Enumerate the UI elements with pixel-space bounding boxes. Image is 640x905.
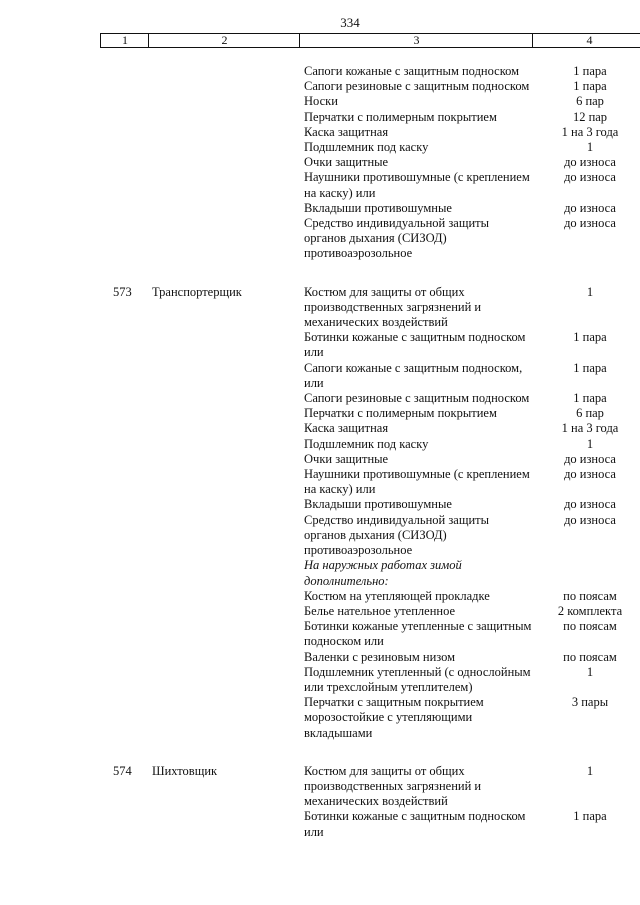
ppe-item-norm: 1 на 3 года [561, 421, 619, 436]
ppe-item-name: Ботинки кожаные утепленные с защитным подноском или [304, 619, 532, 649]
ppe-item-name: Подшлемник под каску [304, 140, 429, 155]
profession-group [0, 64, 640, 262]
table-row [0, 513, 640, 559]
table-row [0, 604, 640, 619]
group-spacer [0, 741, 640, 764]
table-row [0, 94, 640, 109]
ppe-item-norm: 1 [586, 664, 594, 679]
ppe-item-name: Подшлемник под каску [304, 436, 429, 451]
table-body [0, 64, 640, 840]
page-number: 334 [340, 15, 360, 30]
table-row [0, 79, 640, 94]
table-row [0, 170, 640, 200]
ppe-item-norm: 1 пара [573, 330, 607, 345]
ppe-item-norm: 1 пара [573, 79, 607, 94]
ppe-item-norm: по поясам [563, 588, 617, 603]
group-spacer [0, 262, 640, 285]
ppe-item-name: Белье нательное утепленное [304, 603, 456, 618]
ppe-item-norm: до износа [564, 512, 616, 527]
table-row [0, 764, 640, 810]
table-row [0, 64, 640, 79]
ppe-item-norm: 1 [586, 763, 594, 778]
table-row [0, 140, 640, 155]
header-col-3: 3 [299, 34, 533, 47]
profession-group [0, 764, 640, 840]
table-row [0, 452, 640, 467]
ppe-item-name: Наушники противошумные (с креплением на каску) или [304, 467, 530, 497]
ppe-item-name: Ботинки кожаные с защитным подноском или [304, 330, 526, 360]
table-row [0, 285, 640, 331]
profession-group [0, 285, 640, 741]
ppe-item-name: Сапоги резиновые с защитным подноском [304, 391, 530, 406]
table-row [0, 497, 640, 512]
ppe-item-norm: по поясам [563, 619, 617, 634]
table-row [0, 650, 640, 665]
ppe-item-norm: до износа [564, 497, 616, 512]
ppe-item-name: На наружных работах зимой дополнительно: [304, 558, 462, 588]
ppe-item-norm: 1 пара [573, 809, 607, 824]
header-col-4: 4 [532, 34, 640, 47]
ppe-item-name: Вкладыши противошумные [304, 497, 452, 512]
ppe-item-norm: до износа [564, 216, 616, 231]
table-row [0, 467, 640, 497]
ppe-item-norm: 2 комплекта [557, 603, 623, 618]
ppe-item-name: Костюм на утепляющей прокладке [304, 588, 490, 603]
ppe-item-name: Перчатки с защитным покрытием морозостойкие с утепляющими вкладышами [304, 695, 484, 740]
ppe-item-norm: 6 пар [576, 406, 604, 421]
table-row [0, 665, 640, 695]
ppe-item-name: Костюм для защиты от общих производственных загрязнений и механических воздействий [304, 284, 482, 330]
ppe-item-norm: 1 пара [573, 391, 607, 406]
ppe-item-name: Ботинки кожаные с защитным подноском или [304, 809, 526, 839]
ppe-item-name: Носки [304, 94, 338, 109]
profession-name: Транспортерщик [152, 284, 242, 299]
row-number: 573 [113, 284, 132, 299]
ppe-item-norm: 1 пара [573, 64, 607, 78]
header-col-1: 1 [100, 34, 149, 47]
table-row [0, 695, 640, 741]
ppe-item-name: Средство индивидуальной защиты органов дыхания (СИЗОД) противоаэрозольное [304, 216, 490, 261]
table-row [0, 558, 640, 588]
ppe-item-name: Очки защитные [304, 451, 389, 466]
ppe-item-name: Наушники противошумные (с креплением на каску) или [304, 170, 530, 200]
ppe-item-norm: 3 пары [571, 695, 609, 710]
table-row [0, 361, 640, 391]
ppe-item-name: Сапоги резиновые с защитным подноском [304, 79, 530, 94]
table-row [0, 125, 640, 140]
ppe-item-norm: по поясам [563, 649, 617, 664]
ppe-item-name: Перчатки с полимерным покрытием [304, 406, 497, 421]
ppe-item-name: Каска защитная [304, 124, 389, 139]
row-number: 574 [113, 763, 132, 778]
ppe-item-name: Сапоги кожаные с защитным подноском [304, 64, 520, 78]
ppe-item-norm: 1 [586, 140, 594, 155]
ppe-item-norm: до износа [564, 155, 616, 170]
ppe-item-norm: 1 [586, 436, 594, 451]
ppe-item-name: Очки защитные [304, 155, 389, 170]
ppe-item-name: Костюм для защиты от общих производственных загрязнений и механических воздействий [304, 763, 482, 809]
ppe-item-name: Каска защитная [304, 421, 389, 436]
ppe-item-name: Валенки с резиновым низом [304, 649, 456, 664]
table-row [0, 155, 640, 170]
table-row [0, 110, 640, 125]
table-row [0, 201, 640, 216]
ppe-item-norm: 1 на 3 года [561, 124, 619, 139]
ppe-item-name: Вкладыши противошумные [304, 200, 452, 215]
table-header [100, 33, 640, 48]
ppe-item-norm: до износа [564, 467, 616, 482]
table-row [0, 330, 640, 360]
ppe-item-norm: до износа [564, 170, 616, 185]
ppe-item-name: Сапоги кожаные с защитным подноском, или [304, 360, 523, 390]
table-row [0, 589, 640, 604]
table-row [0, 619, 640, 649]
table-row [0, 406, 640, 421]
ppe-item-norm: до износа [564, 451, 616, 466]
ppe-item-name: Средство индивидуальной защиты органов дыхания (СИЗОД) противоаэрозольное [304, 512, 490, 558]
profession-name: Шихтовщик [152, 763, 218, 778]
table-row [0, 421, 640, 436]
ppe-item-norm: 1 [586, 284, 594, 299]
ppe-item-name: Перчатки с полимерным покрытием [304, 109, 497, 124]
table-row [0, 391, 640, 406]
header-col-2: 2 [148, 34, 300, 47]
ppe-item-norm: 6 пар [576, 94, 604, 109]
ppe-item-norm: 12 пар [572, 109, 608, 124]
table-row [0, 437, 640, 452]
ppe-item-norm: 1 пара [573, 360, 607, 375]
ppe-item-norm: до износа [564, 200, 616, 215]
table-row [0, 809, 640, 839]
table-row [0, 216, 640, 262]
ppe-item-name: Подшлемник утепленный (с однослойным или трехслойным утеплителем) [304, 664, 531, 694]
